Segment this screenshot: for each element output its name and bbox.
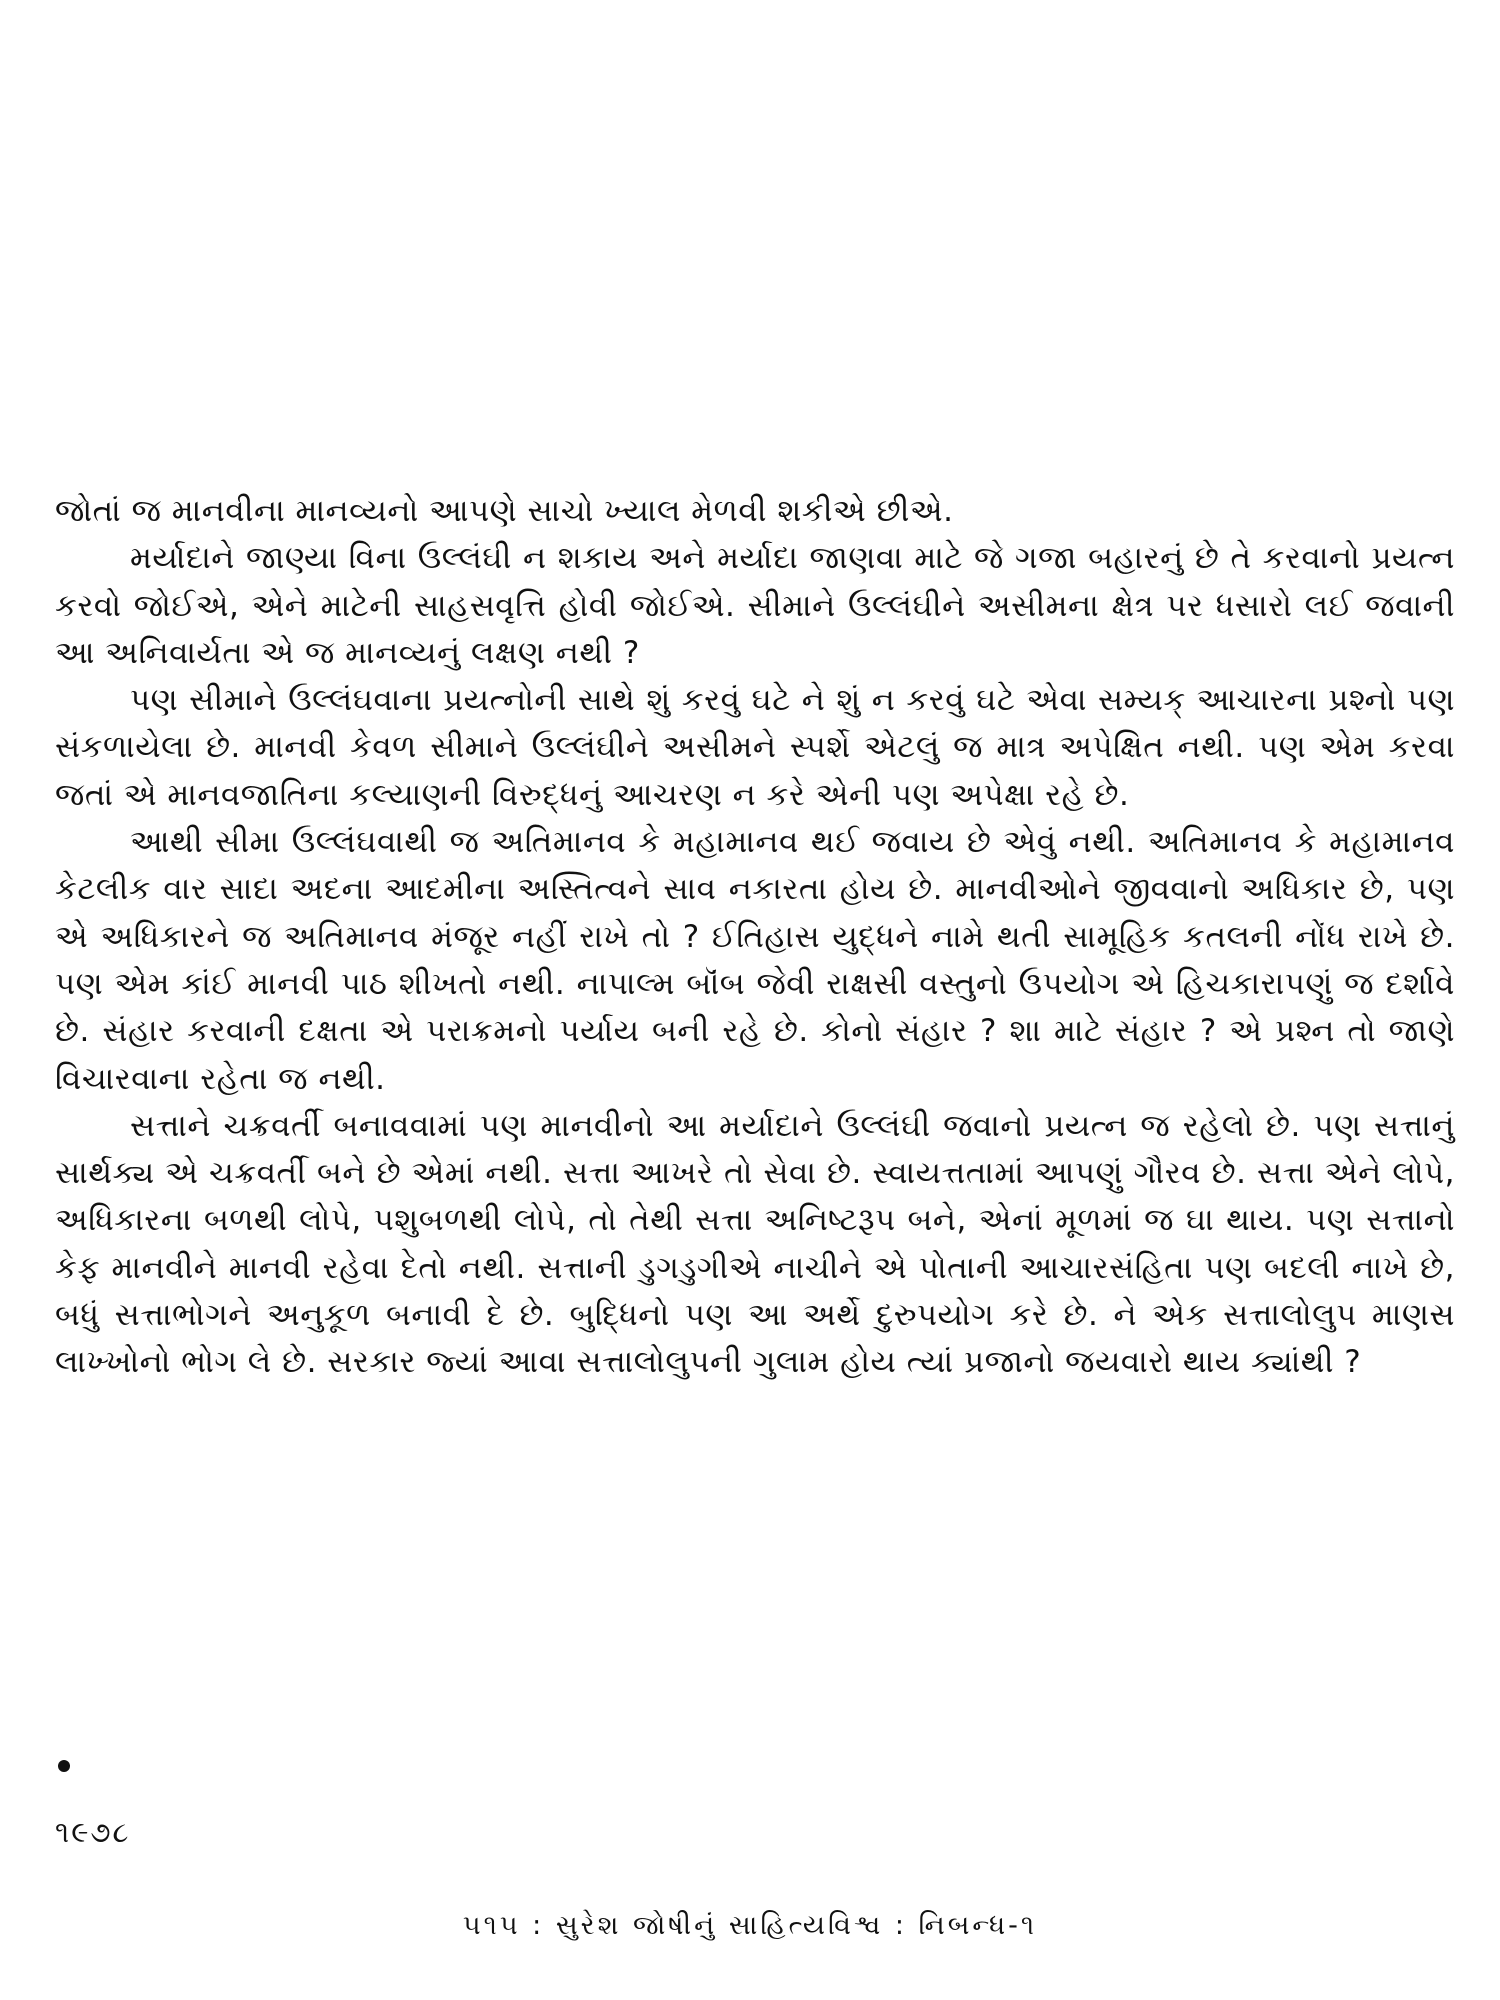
paragraph: મર્યાદાને જાણ્યા વિના ઉલ્લંઘી ન શકાય અને મર્યાદા જાણવા માટે જે ગજા બહારનું છે તે કરવાનો પ્રયત્ન કરવો જોઈએ, એને માટેની સાહસવૃત્તિ હોવી જોઈએ. સીમાને ઉલ્લંઘીને અસીમના ક્ષેત્ર પર ધસારો લઈ જવાની આ અનિવાર્યતા એ જ માનવ્યનું લક્ષણ નથી ? [55,540,1455,671]
essay-body [55,488,1455,1387]
section-end-bullet-icon [58,1760,70,1772]
paragraph: આથી સીમા ઉલ્લંઘવાથી જ અતિમાનવ કે મહામાનવ થઈ જવાય છે એવું નથી. અતિમાનવ કે મહામાનવ કેટલીક વાર સાદા અદના આદમીના અસ્તિત્વને સાવ નકારતા હોય છે. માનવીઓને જીવવાનો અધિકાર છે, પણ એ અધિકારને જ અતિમાનવ મંજૂર નહીં રાખે તો ? ઈતિહાસ યુદ્ધને નામે થતી સામૂહિક કતલની નોંધ રાખે છે. પણ એમ કાંઈ માનવી પાઠ શીખતો નથી. નાપાલ્મ બૉંબ જેવી રાક્ષસી વસ્તુનો ઉપયોગ એ હિચકારાપણું જ દર્શાવે છે. સંહાર કરવાની દક્ષતા એ પરાક્રમનો પર્યાય બની રહે છે. કોનો સંહાર ? શા માટે સંહાર ? એ પ્રશ્ન તો જાણે વિચારવાના રહેતા જ નથી. [55,824,1455,1097]
paragraph-continuation: જોતાં જ માનવીના માનવ્યનો આપણે સાચો ખ્યાલ મેળવી શકીએ છીએ. [55,493,954,529]
paragraph: સત્તાને ચક્રવર્તી બનાવવામાં પણ માનવીનો આ મર્યાદાને ઉલ્લંઘી જવાનો પ્રયત્ન જ રહેલો છે. પણ સત્તાનું સાર્થક્ય એ ચક્રવર્તી બને છે એમાં નથી. સત્તા આખરે તો સેવા છે. સ્વાયત્તતામાં આપણું ગૌરવ છે. સત્તા એને લોપે, અધિકારના બળથી લોપે, પશુબળથી લોપે, તો તેથી સત્તા અનિષ્ટરૂપ બને, એનાં મૂળમાં જ ઘા થાય. પણ સત્તાનો કેફ માનવીને માનવી રહેવા દેતો નથી. સત્તાની ડુગડુગીએ નાચીને એ પોતાની આચારસંહિતા પણ બદલી નાખે છે, બધું સત્તાભોગને અનુકૂળ બનાવી દે છે. બુદ્ધિનો પણ આ અર્થે દુરુપયોગ કરે છે. ને એક સત્તાલોલુપ માણસ લાખ્ખોનો ભોગ લે છે. સરકાર જ્યાં આવા સત્તાલોલુપની ગુલામ હોય ત્યાં પ્રજાનો જયવારો થાય ક્યાંથી ? [55,1107,1455,1381]
essay-year: ૧૯૭૮ [55,1815,131,1849]
page-footer: ૫૧૫ : સુરેશ જોષીનું સાહિત્યવિશ્વ : નિબન્ધ-૧ [462,1910,1038,1941]
paragraph: પણ સીમાને ઉલ્લંઘવાના પ્રયત્નોની સાથે શું કરવું ઘટે ને શું ન કરવું ઘટે એવા સમ્યક્ આચારના પ્રશ્નો પણ સંકળાયેલા છે. માનવી કેવળ સીમાને ઉલ્લંઘીને અસીમને સ્પર્શે એટલું જ માત્ર અપેક્ષિત નથી. પણ એમ કરવા જતાં એ માનવજાતિના કલ્યાણની વિરુદ્ધનું આચરણ ન કરે એની પણ અપેક્ષા રહે છે. [55,682,1455,813]
